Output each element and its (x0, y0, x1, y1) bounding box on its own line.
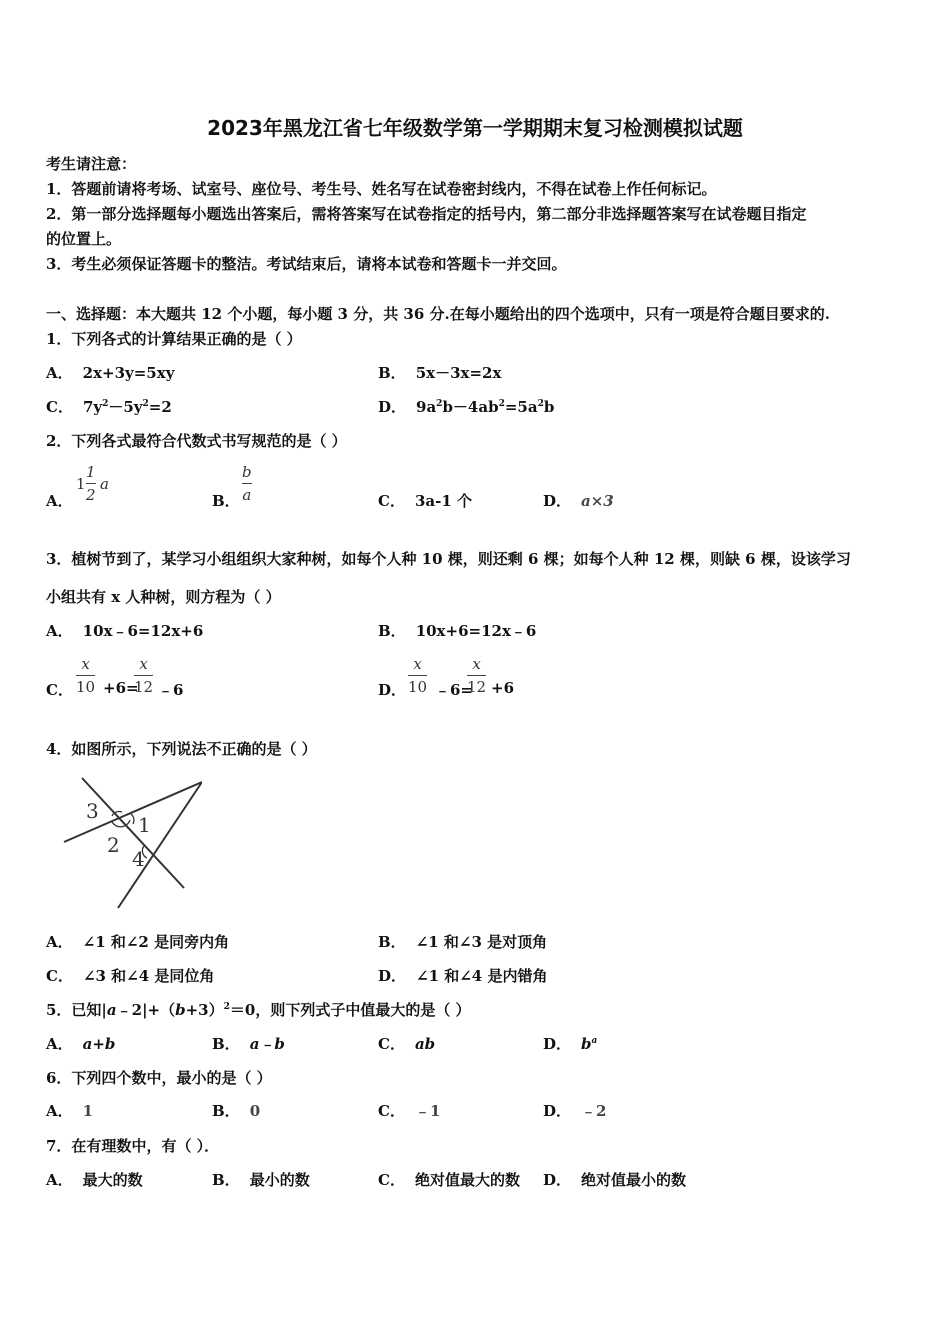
q2-option-a-label: A． (46, 492, 73, 510)
question-3-stem-2: 小组共有 x 人种树，则方程为（ ） (46, 588, 281, 606)
q1-option-c: C． $7y^2-5y^2=2$ (46, 398, 172, 416)
fig-label-1: 1 (138, 813, 151, 837)
notice-item-3: 3．考生必须保证答题卡的整洁。考试结束后，请将本试卷和答题卡一并交回。 (46, 255, 567, 273)
q7-option-c: C． 绝对值最大的数 (378, 1171, 520, 1189)
question-4-stem: 4．如图所示，下列说法不正确的是（ ） (46, 740, 317, 758)
angle-figure (52, 770, 202, 915)
page-title: 2023年黑龙江省七年级数学第一学期期末复习检测模拟试题 (207, 116, 743, 140)
q6-option-d: D． ﹣2 (543, 1102, 607, 1120)
q6-option-c: C． ﹣1 (378, 1102, 441, 1120)
question-1-stem: 1．下列各式的计算结果正确的是（ ） (46, 330, 302, 348)
notice-heading: 考生请注意： (46, 155, 137, 173)
q5-option-c: C． ab (378, 1035, 436, 1053)
q3-option-d-fraction-1: x 10 (408, 655, 428, 696)
fig-label-4: 4 (132, 847, 145, 871)
q3-option-d-mid: ﹣6= (435, 681, 474, 699)
q1-option-b: B． 5x－3x=2x (378, 364, 502, 382)
question-2-stem: 2．下列各式最符合代数式书写规范的是（ ） (46, 432, 347, 450)
fig-arc-1 (131, 814, 134, 824)
q2-option-a-fraction: 1 2 (86, 463, 96, 504)
q5-option-b: B． a﹣b (212, 1035, 285, 1053)
fig-label-3: 3 (86, 799, 99, 823)
q7-option-d: D． 绝对值最小的数 (543, 1171, 687, 1189)
notice-item-1: 1．答题前请将考场、试室号、座位号、考生号、姓名写在试卷密封线内，不得在试卷上作任何标记。 (46, 180, 717, 198)
q2-option-b-label: B． (212, 492, 240, 510)
q3-option-c-mid: +6= (103, 679, 139, 697)
question-5-stem: 5．已知$|a﹣2|+(b+3)^2=0$，则下列式子中值最大的是（ ） (46, 1001, 471, 1019)
q3-option-d-fraction-2: x 12 (467, 655, 487, 696)
q3-option-c-fraction-2: x 12 (134, 655, 154, 696)
q6-option-a: A． 1 (46, 1102, 94, 1120)
q3-option-a: A． 10x﹣6=12x+6 (46, 622, 204, 640)
q5-option-d: D． $b^a$ (543, 1035, 598, 1053)
q4-option-b: B． ∠1 和∠3 是对顶角 (378, 933, 548, 951)
section-heading: 一、选择题：本大题共 12 个小题，每小题 3 分，共 36 分.在每小题给出的四个选项中，只有一项是符合题目要求的. (46, 305, 830, 323)
q3-option-c-label: C． (46, 681, 73, 699)
q3-option-c-end: ﹣6 (158, 681, 184, 699)
q5-option-a: A． a+b (46, 1035, 116, 1053)
question-3-stem-1: 3．植树节到了，某学习小组组织大家种树，如每个人种 10 棵，则还剩 6 棵；如每个人种 12 棵，则缺 6 棵，设该学习 (46, 550, 851, 568)
q3-option-b: B． 10x+6=12x﹣6 (378, 622, 537, 640)
question-7-stem: 7．在有理数中，有（ ）． (46, 1137, 220, 1155)
q1-option-a: A． 2x+3y=5xy (46, 364, 175, 382)
q7-option-a: A． 最大的数 (46, 1171, 143, 1189)
q2-option-d: D． a×3 (543, 492, 614, 510)
q7-option-b: B． 最小的数 (212, 1171, 310, 1189)
q1-option-d: D． $9a^2b-4ab^2=5a^2b$ (378, 398, 555, 416)
q3-option-d-label: D． (378, 681, 407, 699)
q6-option-b: B． 0 (212, 1102, 261, 1120)
q2-option-a-whole: 1 (76, 475, 86, 493)
q3-option-d-end: +6 (491, 679, 515, 697)
notice-item-2a: 2．第一部分选择题每小题选出答案后，需将答案写在试卷指定的括号内，第二部分非选择题答案写在试卷题目指定 (46, 205, 807, 223)
q2-option-c: C． 3a-1 个 (378, 492, 472, 510)
q2-option-a-var: a (100, 475, 109, 493)
notice-item-2b: 的位置上。 (46, 230, 122, 248)
question-6-stem: 6．下列四个数中，最小的是（ ） (46, 1069, 272, 1087)
q4-option-d: D． ∠1 和∠4 是内错角 (378, 967, 548, 985)
q4-option-a: A． ∠1 和∠2 是同旁内角 (46, 933, 230, 951)
q2-option-b-fraction: b a (242, 463, 252, 504)
q4-option-c: C． ∠3 和∠4 是同位角 (46, 967, 215, 985)
q3-option-c-fraction-1: x 10 (76, 655, 96, 696)
fig-label-2: 2 (107, 833, 120, 857)
